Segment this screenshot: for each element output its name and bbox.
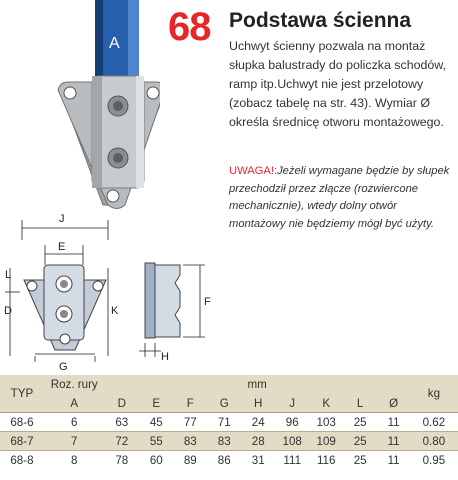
th-col: F (186, 396, 194, 410)
table-cell: 0.95 (410, 451, 458, 470)
table-cell: 108 (275, 432, 310, 451)
th-col: J (289, 396, 296, 410)
table-cell: 31 (242, 451, 275, 470)
table-cell: 86 (207, 451, 242, 470)
table-cell: 116 (309, 451, 342, 470)
dim-label-l: L (5, 269, 12, 281)
table-cell: 25 (343, 432, 378, 451)
table-cell: 7 (44, 432, 105, 451)
table-row (0, 432, 458, 451)
th-col: K (322, 396, 331, 410)
table-cell: 71 (207, 413, 242, 432)
th-col: Ø (389, 396, 399, 410)
product-title: Podstawa ścienna (229, 9, 412, 32)
table-row (0, 451, 458, 470)
th-col: L (356, 396, 364, 410)
table-cell: 45 (139, 413, 174, 432)
product-photo (0, 0, 160, 215)
table-cell: 25 (343, 451, 378, 470)
dim-label-d: D (4, 305, 12, 317)
table-cell: 72 (105, 432, 140, 451)
table-cell: 83 (174, 432, 207, 451)
th-kg: kg (427, 387, 441, 400)
table-cell: 96 (275, 413, 310, 432)
table-cell: 25 (343, 413, 378, 432)
th-mm: mm (247, 378, 267, 391)
table-cell: 60 (139, 451, 174, 470)
th-col: E (152, 396, 161, 410)
warning-note (229, 163, 455, 233)
table-cell: 55 (139, 432, 174, 451)
dim-label-j: J (59, 213, 65, 225)
table-cell: 77 (174, 413, 207, 432)
th-col: A (70, 396, 79, 410)
table-cell: 103 (309, 413, 342, 432)
table-cell: 83 (207, 432, 242, 451)
table-cell: 63 (105, 413, 140, 432)
th-typ: TYP (10, 387, 34, 400)
dim-label-f: F (204, 296, 211, 308)
table-cell: 24 (242, 413, 275, 432)
table-cell: 111 (275, 451, 310, 470)
table-cell: 6 (44, 413, 105, 432)
th-col: D (117, 396, 126, 410)
dim-label-e: E (58, 241, 66, 253)
table-cell: 78 (105, 451, 140, 470)
th-roz: Roz. rury (50, 378, 98, 391)
table-cell: 8 (44, 451, 105, 470)
table-cell: 11 (377, 413, 409, 432)
side-view-drawing (135, 245, 225, 365)
dim-label-h: H (161, 351, 169, 363)
table-cell: 109 (309, 432, 342, 451)
table-row (0, 413, 458, 432)
table-cell: 68-8 (0, 451, 44, 470)
table-cell: 68-6 (0, 413, 44, 432)
product-description: Uchwyt ścienny pozwala na montaż słupka balustrady do policzka schodów, ramp itp.Uchwyt nie jest przelotowy (zobacz tabelę na str. 43). Wymiar Ø określa średnicę otworu montażowego. (229, 39, 446, 129)
table-cell: 11 (377, 432, 409, 451)
warning-label: UWAGA!: (229, 165, 278, 177)
th-col: G (219, 396, 229, 410)
th-col: H (254, 396, 263, 410)
dim-label-g: G (59, 361, 68, 370)
table-cell: 0.80 (410, 432, 458, 451)
warning-text: Jeżeli wymagane będzie by słupek przechodził przez złącze (rozwiercone mechanicznie), wtedy dolny otwór montażowy nie będziemy mógł być użyty. (229, 165, 450, 230)
dimensions-table (0, 375, 458, 470)
front-view-drawing (0, 210, 135, 370)
table-cell: 0.62 (410, 413, 458, 432)
dim-label-k: K (111, 305, 119, 317)
table-cell: 89 (174, 451, 207, 470)
table-cell: 68-7 (0, 432, 44, 451)
table-cell: 28 (242, 432, 275, 451)
table-cell: 11 (377, 451, 409, 470)
pipe-label-a: A (109, 35, 120, 52)
product-number: 68 (168, 5, 211, 49)
